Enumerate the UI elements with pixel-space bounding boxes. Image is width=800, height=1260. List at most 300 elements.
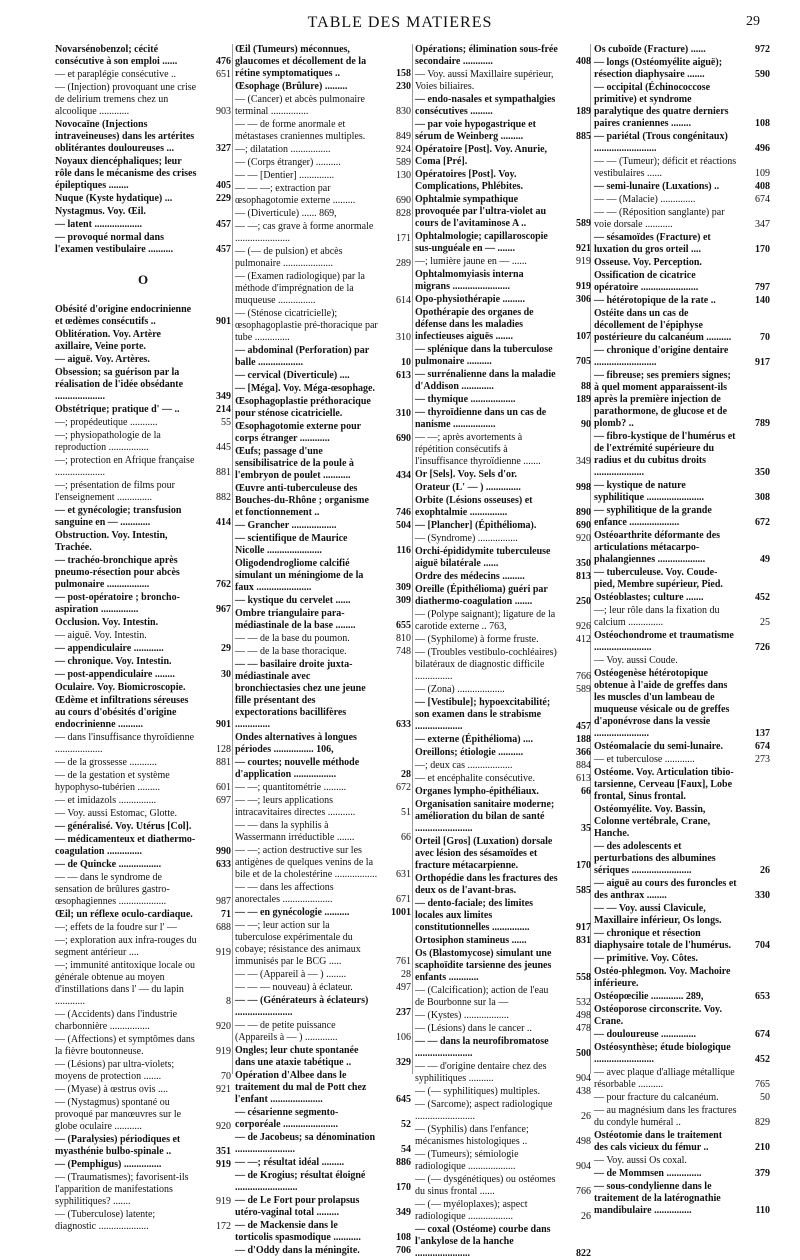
index-entry-text: Ongles; leur chute spontanée dans une ataxie tabétique ..	[235, 1045, 359, 1068]
index-entry	[55, 935, 231, 959]
index-entry-text: Orateur (L' — ) ..............	[415, 482, 521, 493]
index-entry	[415, 799, 591, 835]
index-entry	[415, 773, 591, 785]
index-entry-page: 140	[755, 295, 770, 306]
index-entry-text: — — de forme anormale et métastases craniennes multiples.	[235, 119, 366, 142]
index-entry-text: — fibro-kystique de l'humérus et de l'extrémité supérieure du radius et du cubitus droits ....................	[594, 431, 736, 478]
index-entry	[594, 592, 770, 604]
index-entry-text: Ophtalmomyiasis interna migrans .......................	[415, 269, 524, 292]
index-entry	[594, 741, 770, 753]
index-entry-page: 904	[576, 1161, 591, 1172]
index-entry	[415, 584, 591, 608]
index-entry-page: 50	[760, 1092, 770, 1103]
index-entry-page: 116	[396, 545, 411, 556]
index-entry	[594, 181, 770, 193]
index-entry	[415, 169, 591, 193]
index-entry-text: — (Troubles vestibulo-cochléaires) bilatéraux de diagnostic difficile ...............	[415, 647, 557, 682]
index-entry-text: — (Syphilome) à forme fruste.	[415, 634, 539, 645]
index-entry-page: 170	[576, 860, 591, 871]
index-entry-page: 457	[216, 219, 231, 230]
index-entry-text: — courtes; nouvelle méthode d'application .................	[235, 757, 360, 780]
index-entry-page: 137	[755, 728, 770, 739]
index-entry-page: 498	[576, 1010, 591, 1021]
index-entry-text: — (Syphilis) dans l'enfance; mécanismes histologiques ..	[415, 1124, 529, 1147]
index-entry-page: 496	[755, 143, 770, 154]
index-entry	[594, 57, 770, 81]
index-entry-page: 172	[216, 1221, 231, 1232]
index-entry-text: — splénique dans la tuberculose pulmonaire ..........	[415, 344, 553, 367]
index-entry-text: Opération d'Albee dans le traitement du mal de Pott chez l'enfant .....................	[235, 1070, 367, 1105]
index-entry-page: 881	[216, 757, 231, 768]
index-entry-text: — [Vestibule]; hypoexcitabilité; son examen dans le strabisme ...................	[415, 697, 551, 732]
index-entry	[415, 985, 591, 1009]
index-entry-text: Novarsénobenzol; cécité consécutive à son emploi ......	[55, 44, 178, 67]
index-entry-text: — post-opératoire ; broncho-aspiration ...............	[55, 592, 180, 615]
index-entry-page: 90	[581, 419, 591, 430]
index-entry-page: 920	[576, 533, 591, 544]
index-entry-page: 761	[396, 956, 411, 967]
index-entry-page: 697	[216, 795, 231, 806]
index-entry	[235, 1132, 411, 1156]
index-entry	[235, 633, 411, 645]
index-entry-page: 28	[401, 769, 411, 780]
index-entry-text: Ostéome. Voy. Articulation tibio-tarsienne, Cerveau [Faux], Lobe frontal, Sinus frontal.	[594, 767, 734, 802]
index-entry-page: 26	[581, 1111, 591, 1122]
index-entry-text: Ostéopœcilie ............. 289,	[594, 991, 704, 1002]
index-entry-page: 189	[576, 106, 591, 117]
index-entry	[235, 221, 411, 245]
index-entry-page: 746	[396, 507, 411, 518]
index-entry	[415, 394, 591, 406]
index-entry-text: — (Syndrome) ................	[415, 533, 518, 544]
index-entry	[415, 407, 591, 431]
index-entry	[55, 770, 231, 794]
index-entry	[235, 795, 411, 819]
index-entry	[55, 617, 231, 629]
index-entry-text: — (Lésions) dans le cancer ..	[415, 1023, 532, 1034]
index-entry	[235, 1170, 411, 1194]
index-entry-page: 645	[396, 1094, 411, 1105]
index-entry-page: 309	[396, 582, 411, 593]
index-entry	[594, 804, 770, 840]
index-entry-page: 308	[755, 492, 770, 503]
index-entry-text: Orbite (Lésions osseuses) et exophtalmie ...............	[415, 495, 533, 518]
index-entry-text: — (Kystes) ..................	[415, 1010, 509, 1021]
index-entry	[594, 966, 770, 990]
index-entry	[594, 1181, 770, 1217]
index-entry	[415, 1099, 591, 1123]
index-entry-page: 655	[396, 620, 411, 631]
index-entry-text: Ostéochondrome et traumatisme .......................	[594, 630, 734, 653]
index-entry-page: 289	[396, 258, 411, 269]
index-entry	[594, 308, 770, 344]
index-entry-page: 170	[396, 1182, 411, 1193]
index-entry-text: —; exploration aux infra-rouges du segment antérieur ....	[55, 935, 197, 958]
index-entry-page: 51	[401, 807, 411, 818]
index-entry-page: 813	[576, 571, 591, 582]
index-entry-text: — sous-condylienne dans le traitement de la latérognathie mandibulaire ...............	[594, 1181, 721, 1216]
index-entry-text: —; effets de la foudre sur l' —	[55, 922, 177, 933]
index-entry-text: — thyroïdienne dans un cas de nanisme .................	[415, 407, 547, 430]
index-entry	[415, 344, 591, 368]
index-entry-page: 653	[755, 991, 770, 1002]
column-divider	[412, 44, 413, 1074]
index-entry-text: — — dans les affections anorectales ....................	[235, 882, 334, 905]
index-entry	[594, 1067, 770, 1091]
index-entry-text: Oligodendrogliome calcifié simulant un méningiome de la faux ......................	[235, 558, 364, 593]
index-entry-page: 919	[576, 281, 591, 292]
index-entry-page: 210	[755, 1142, 770, 1153]
index-entry	[594, 1029, 770, 1041]
index-entry-text: — (Myase) à œstrus ovis ....	[55, 1084, 169, 1095]
index-entry	[594, 878, 770, 902]
index-entry-text: Ostéo-phlegmon. Voy. Machoire inférieure.	[594, 966, 731, 989]
index-entry	[235, 208, 411, 220]
index-entry-page: 789	[755, 418, 770, 429]
index-entry	[55, 808, 231, 820]
index-entry-page: 350	[576, 558, 591, 569]
index-entry-text: Ostéogenèse hétérotopique obtenue à l'aide de greffes dans les muscles d'un lambeau de muqueuse vésicale ou de greffes d'aponévrose dans la vessie ......................	[594, 668, 730, 739]
index-entry-page: 904	[576, 1073, 591, 1084]
index-entry-text: —; leur rôle dans la fixation du calcium ..............	[594, 605, 720, 628]
index-entry	[235, 732, 411, 756]
index-entry	[235, 1045, 411, 1069]
index-entry-page: 828	[396, 208, 411, 219]
index-entry-page: 674	[755, 1029, 770, 1040]
index-column-4	[594, 44, 770, 1216]
index-entry	[55, 1134, 231, 1158]
index-entry	[415, 520, 591, 532]
index-entry-text: Occlusion. Voy. Intestin.	[55, 617, 159, 628]
index-entry	[415, 786, 591, 798]
index-entry-text: Orchi-épididymite tuberculeuse aiguë bilatérale ......	[415, 546, 551, 569]
index-entry-text: — thymique ..................	[415, 394, 516, 405]
index-entry	[594, 257, 770, 269]
index-entry-text: Ophtalmologie; capillaroscopie sus-unguéale en — .......	[415, 231, 548, 254]
index-entry-text: — — (Réposition sanglante) par voie dorsale ...........	[594, 207, 725, 230]
index-entry-text: — appendiculaire ............	[55, 643, 164, 654]
index-entry-text: — (Tuberculose) latente; diagnostic ....................	[55, 1209, 156, 1232]
index-entry-text: — hétérotopique de la rate ..	[594, 295, 716, 306]
index-entry-text: — primitive. Voy. Côtes.	[594, 953, 698, 964]
index-entry-page: 797	[755, 282, 770, 293]
index-entry-text: Ostéoblastes; culture .......	[594, 592, 704, 603]
index-entry	[235, 995, 411, 1019]
index-entry	[235, 533, 411, 557]
index-entry-text: — aiguë. Voy. Intestin.	[55, 630, 147, 641]
index-entry	[55, 430, 231, 454]
index-entry	[235, 157, 411, 169]
index-entry	[235, 370, 411, 382]
index-entry-page: 590	[755, 69, 770, 80]
index-entry-text: — provoqué normal dans l'examen vestibulaire ..........	[55, 232, 174, 255]
index-entry-text: — au magnésium dans les fractures du condyle huméral ..	[594, 1105, 737, 1128]
index-entry	[415, 684, 591, 696]
index-entry	[55, 455, 231, 479]
index-entry-text: — coxal (Ostéome) courbe dans l'ankylose de la hanche ......................	[415, 1224, 551, 1259]
index-entry-text: — endo-nasales et sympathalgies consécutives .........	[415, 94, 556, 117]
index-entry-text: — kystique de nature syphilitique .......................	[594, 480, 705, 503]
index-entry	[594, 1004, 770, 1028]
index-entry-text: —; deux cas ..................	[415, 760, 513, 771]
index-entry	[415, 571, 591, 583]
index-entry	[594, 505, 770, 529]
index-entry-text: — dento-faciale; des limites locales aux limites constitutionnelles ...............	[415, 898, 534, 933]
index-entry	[415, 1036, 591, 1060]
index-entry-page: 351	[216, 1146, 231, 1157]
index-entry	[415, 482, 591, 494]
index-entry	[415, 609, 591, 633]
index-entry-page: 88	[581, 381, 591, 392]
index-entry-page: 412	[576, 634, 591, 645]
index-entry	[55, 821, 231, 833]
index-entry-text: — de la gestation et système hypophyso-tubérien .........	[55, 770, 170, 793]
index-entry-text: Ordre des médecins .........	[415, 571, 525, 582]
index-entry-text: — externe (Épithélioma) ....	[415, 734, 534, 745]
index-entry-text: —; lumière jaune en — ......	[415, 256, 527, 267]
index-entry-text: — chronique d'origine dentaire .........................	[594, 345, 729, 368]
index-entry	[594, 480, 770, 504]
index-entry-page: 830	[396, 106, 411, 117]
index-entry	[594, 630, 770, 654]
index-entry	[594, 431, 770, 479]
index-entry-text: Obésité d'origine endocrinienne et œdèmes consécutifs ..	[55, 304, 192, 327]
index-entry	[415, 836, 591, 872]
index-entry	[415, 144, 591, 168]
index-entry	[55, 555, 231, 591]
index-entry	[235, 183, 411, 207]
index-entry	[594, 567, 770, 591]
index-entry-page: 651	[216, 69, 231, 80]
index-entry-page: 810	[396, 633, 411, 644]
index-entry-page: 452	[755, 592, 770, 603]
index-entry-text: Ostéoporose circonscrite. Voy. Crane.	[594, 1004, 722, 1027]
index-entry-page: 921	[216, 1084, 231, 1095]
index-entry	[594, 207, 770, 231]
index-entry-page: 497	[396, 982, 411, 993]
index-entry	[415, 495, 591, 519]
index-entry-page: 26	[581, 1211, 591, 1222]
index-entry-page: 66	[581, 786, 591, 797]
index-entry	[55, 1097, 231, 1133]
index-entry-text: —; physiopathologie de la reproduction ................	[55, 430, 161, 453]
index-entry-text: Osseuse. Voy. Perception.	[594, 257, 702, 268]
index-entry-text: — d'Oddy dans la méningite.	[235, 1245, 360, 1256]
index-entry-text: — de Krogius; résultat éloigné .........................	[235, 1170, 366, 1193]
index-entry-text: — trachéo-bronchique après pneumo-résection pour abcès pulmonaire .................	[55, 555, 180, 590]
index-entry-page: 408	[755, 181, 770, 192]
index-entry	[594, 991, 770, 1003]
index-entry-page: 690	[396, 433, 411, 444]
index-entry	[235, 1157, 411, 1169]
index-entry-text: Ostéosynthèse; étude biologique ........................	[594, 1042, 731, 1065]
index-entry-text: — douloureuse ..............	[594, 1029, 697, 1040]
index-entry-page: 310	[396, 408, 411, 419]
index-entry	[415, 898, 591, 934]
index-entry-page: 66	[401, 832, 411, 843]
index-entry-text: — (— syphilitiques) multiples.	[415, 1086, 540, 1097]
index-entry-text: — —; après avortements à répétition consécutifs à l'insuffisance thyroïdienne .......	[415, 432, 541, 467]
index-entry	[55, 656, 231, 668]
index-entry	[415, 1199, 591, 1223]
index-entry-text: — pour fracture du calcanéum.	[594, 1092, 719, 1103]
index-entry-page: 633	[216, 859, 231, 870]
index-entry	[235, 1220, 411, 1244]
index-entry-text: Oreillons; étiologie ..........	[415, 747, 524, 758]
index-entry-text: — (— dysgénétiques) ou ostéomes du sinus frontal ......	[415, 1174, 556, 1197]
index-entry-text: — — (Générateurs à éclateurs) .......................	[235, 995, 369, 1018]
index-entry-text: — (Sténose cicatricielle); œsophagoplastie pré-thoracique par tube ..............	[235, 308, 378, 343]
index-entry-page: 349	[576, 456, 591, 467]
index-entry	[55, 795, 231, 807]
index-entry-page: 919	[216, 1196, 231, 1207]
index-entry	[235, 421, 411, 445]
index-entry	[594, 655, 770, 667]
index-entry	[235, 558, 411, 594]
index-entry-text: —; protection en Afrique française ....................	[55, 455, 195, 478]
index-entry-text: — (Corps étranger) ..........	[235, 157, 341, 168]
index-entry	[415, 44, 591, 68]
index-entry-text: Oreille (Épithélioma) guéri par diathermo-coagulation .......	[415, 584, 548, 607]
index-entry-text: — (— myéloplaxes); aspect radiologique ..................	[415, 1199, 528, 1222]
index-entry-page: 672	[755, 517, 770, 528]
index-entry-text: — de Le Fort pour prolapsus utéro-vaginal total .........	[235, 1195, 360, 1218]
index-entry	[415, 546, 591, 570]
index-entry-text: — (Diverticule) ...... 869,	[235, 208, 337, 219]
index-entry	[55, 156, 231, 192]
index-entry-text: — (Tumeurs); sémiologie radiologique ...................	[415, 1149, 519, 1172]
index-entry-page: 924	[396, 144, 411, 155]
index-entry-text: Os cuboïde (Fracture) ......	[594, 44, 706, 55]
index-entry	[415, 760, 591, 772]
index-entry-text: — — de la base du poumon.	[235, 633, 350, 644]
index-entry-text: — abdominal (Perforation) par balle ..................	[235, 345, 369, 368]
index-entry	[55, 206, 231, 218]
index-entry	[55, 530, 231, 554]
index-entry	[415, 469, 591, 481]
index-entry-text: — —; quantitométrie .........	[235, 782, 347, 793]
index-entry	[235, 396, 411, 420]
index-entry-page: 414	[216, 517, 231, 528]
index-entry-text: — chronique et résection diaphysaire totale de l'humérus.	[594, 928, 732, 951]
index-entry-page: 107	[576, 331, 591, 342]
index-entry-page: 106	[396, 1032, 411, 1043]
page-header	[40, 14, 760, 38]
index-entry-text: — scientifique de Maurice Nicolle ......................	[235, 533, 348, 556]
index-entry	[235, 144, 411, 156]
index-entry	[55, 480, 231, 504]
index-entry-text: — —; résultat idéal .........	[235, 1157, 345, 1168]
index-entry	[415, 119, 591, 143]
index-entry-page: 10	[401, 357, 411, 368]
index-entry	[235, 170, 411, 182]
index-entry-text: — — — nouveau) à éclateur.	[235, 982, 353, 993]
index-entry-text: — (Polype saignant); ligature de la carotide externe .. 763,	[415, 609, 556, 632]
index-entry-text: — (Calcification); action de l'eau de Bourbonne sur la —	[415, 985, 549, 1008]
index-entry	[415, 634, 591, 646]
index-entry	[415, 1086, 591, 1098]
index-entry	[55, 834, 231, 858]
index-entry-page: 589	[576, 684, 591, 695]
index-entry	[415, 1010, 591, 1022]
index-entry	[415, 734, 591, 746]
index-entry-page: 589	[396, 157, 411, 168]
index-entry-text: — — dans la syphilis à Wassermann irréductible .......	[235, 820, 355, 843]
index-entry	[235, 608, 411, 632]
index-entry-page: 504	[396, 520, 411, 531]
index-entry	[55, 1209, 231, 1233]
index-entry-page: 921	[576, 243, 591, 254]
index-entry-text: — de Quincke .................	[55, 859, 162, 870]
index-entry	[594, 841, 770, 877]
index-entry-text: Œufs; passage d'une sensibilisatrice de la poule à l'embryon de poulet ...........	[235, 446, 354, 481]
index-entry	[55, 219, 231, 231]
index-entry-text: Obsession; sa guérison par la réalisation de l'idée obsédante ....................	[55, 367, 184, 402]
index-entry-page: 405	[216, 180, 231, 191]
index-entry	[55, 505, 231, 529]
index-entry	[235, 520, 411, 532]
index-entry-page: 327	[216, 143, 231, 154]
index-entry	[415, 231, 591, 255]
index-entry-text: Ostéomyélite. Voy. Bassin, Colonne vertébrale, Crane, Hanche.	[594, 804, 711, 839]
index-entry	[235, 483, 411, 519]
index-entry-page: 71	[221, 909, 231, 920]
index-entry-text: Obstruction. Voy. Intestin, Trachée.	[55, 530, 168, 553]
index-entry	[594, 82, 770, 130]
index-entry	[235, 782, 411, 794]
index-entry	[55, 592, 231, 616]
index-entry-text: — — (Malacie) ..............	[594, 194, 696, 205]
index-entry-page: 170	[755, 244, 770, 255]
index-entry-text: — — —; extraction par œsophagotomie externe .........	[235, 183, 356, 206]
index-entry-text: — cervical (Diverticule) ....	[235, 370, 350, 381]
index-entry-page: 831	[576, 935, 591, 946]
index-entry	[55, 367, 231, 403]
index-entry-text: — syphilitique de la grande enfance ....................	[594, 505, 712, 528]
index-column-2	[235, 44, 411, 1256]
index-entry-text: Noyaux diencéphaliques; leur rôle dans le mécanisme des crises épileptiques ........	[55, 156, 197, 191]
index-entry	[415, 294, 591, 306]
index-entry	[415, 307, 591, 343]
index-entry	[415, 369, 591, 393]
index-entry	[415, 873, 591, 897]
index-entry	[594, 295, 770, 307]
index-entry	[235, 308, 411, 344]
index-entry-text: — —; leur action sur la tuberculose expérimentale du cobaye; résistance des animaux immunisés par le BCG .....	[235, 920, 361, 967]
index-entry-text: — — (Appareil à — ) ........	[235, 969, 347, 980]
index-entry-text: Obstétrique; pratique d' — ..	[55, 404, 180, 415]
index-entry-text: Novocaïne (Injections intraveineuses) dans les artérites oblitérantes douloureuses ...	[55, 119, 195, 154]
index-entry-text: Œuvre anti-tuberculeuse des Bouches-du-Rhône ; organisme et fonctionnement ..	[235, 483, 369, 518]
index-entry-text: — (Affections) et symptômes dans la fièvre boutonneuse.	[55, 1034, 195, 1057]
index-entry-page: 54	[401, 1144, 411, 1155]
index-entry-text: Ophtalmie sympathique provoquée par l'ultra-violet au cours de l'avitaminose A ..	[415, 194, 547, 229]
index-entry	[594, 767, 770, 803]
index-entry-page: 110	[755, 1205, 770, 1216]
index-entry	[415, 1061, 591, 1085]
index-entry-text: — (Accidents) dans l'industrie charbonnière ................	[55, 1009, 178, 1032]
index-entry-page: 884	[576, 760, 591, 771]
index-entry-text: Œdème et infiltrations séreuses au cours d'obésités d'origine endocrinienne ..........	[55, 695, 189, 730]
index-entry-page: 671	[396, 894, 411, 905]
index-entry-page: 901	[216, 316, 231, 327]
index-entry	[415, 1174, 591, 1198]
index-entry-page: 726	[755, 642, 770, 653]
index-entry-text: Orthopédie dans les fractures des deux os de l'avant-bras.	[415, 873, 558, 896]
index-entry-page: 919	[216, 947, 231, 958]
index-entry-page: 109	[755, 168, 770, 179]
index-entry-text: Oblitération. Voy. Artère axillaire, Veine porte.	[55, 329, 161, 352]
